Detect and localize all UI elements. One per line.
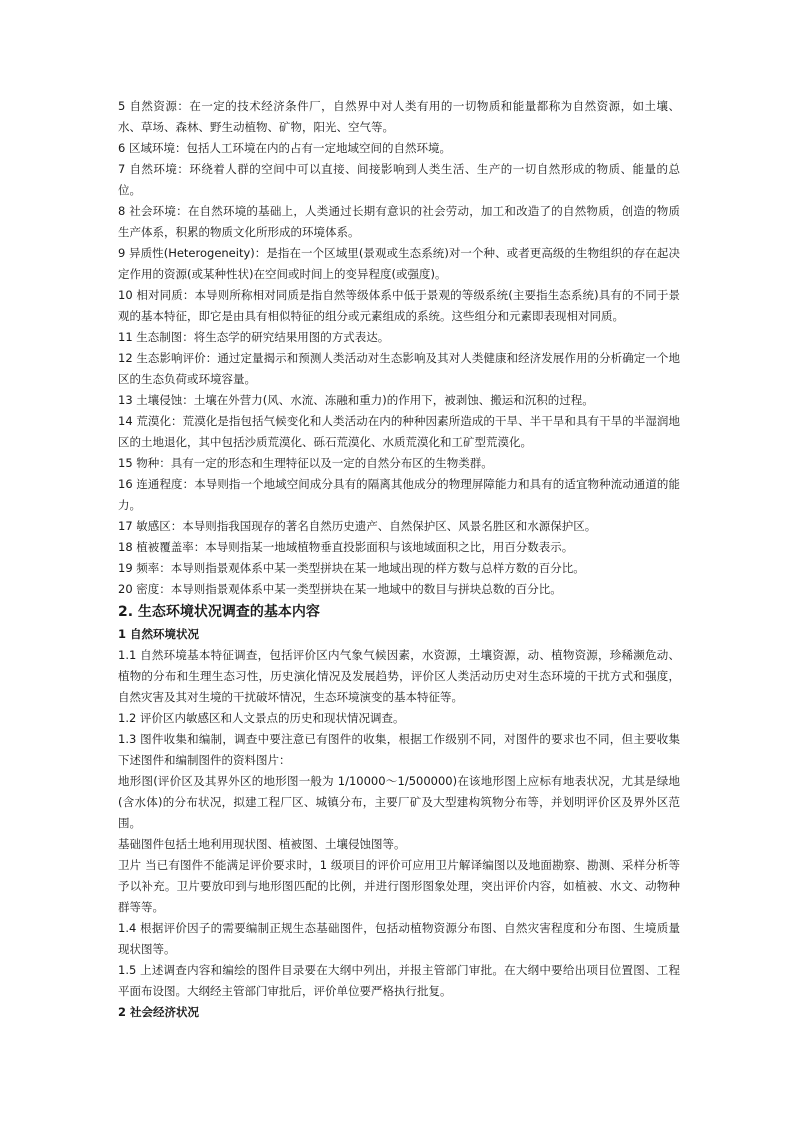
definition-frequency: 19 频率：本导则指景观体系中某一类型拼块在某一地域出现的样方数与总样方数的百分比。 [118,561,585,575]
definition-social-environment: 8 社会环境：在自然环境的基础上，人类通过长期有意识的社会劳动，加工和改造了的自然物质，创造的物质生产体系，积累的物质文化所形成的环境体系。 [118,204,680,239]
definition-species: 15 物种：具有一定的形态和生理特征以及一定的自然分布区的生物类群。 [118,456,493,470]
definition-regional-environment: 6 区域环境：包括人工环境在内的占有一定地域空间的自然环境。 [118,141,451,155]
subsection-natural-environment-heading: 1 自然环境状况 [118,627,200,641]
paragraph-base-maps: 基础图件包括土地利用现状图、植被图、土壤侵蚀图等。 [118,837,406,851]
paragraph-1-5: 1.5 上述调查内容和编绘的图件目录要在大纲中列出，并报主管部门审批。在大纲中要给出项目位置图、工程平面布设图。大纲经主管部门审批后，评价单位要严格执行批复。 [118,963,680,998]
paragraph-1-1: 1.1 自然环境基本特征调查，包括评价区内气象气候因素，水资源，土壤资源，动、植物资源，珍稀濒危动、植物的分布和生理生态习性，历史演化情况及发展趋势，评价区人类活动历史对生态环境的干扰方式和强度，自然灾害及其对生境的干扰破坏情况，生态环境演变的基本特征等。 [118,648,680,704]
paragraph-satellite-images: 卫片 当已有图件不能满足评价要求时，1 级项目的评价可应用卫片解译编图以及地面勘察、勘测、采样分析等予以补充。卫片要放印到与地形图匹配的比例，并进行图形图象处理，突出评价内容，如植被、水文、动物种群等等。 [118,858,680,914]
definition-natural-environment: 7 自然环境：环绕着人群的空间中可以直接、间接影响到人类生活、生产的一切自然形成的物质、能量的总位。 [118,162,680,197]
definition-ecological-mapping: 11 生态制图：将生态学的研究结果用图的方式表达。 [118,330,390,344]
subsection-socioeconomic-heading: 2 社会经济状况 [118,1005,200,1019]
definition-soil-erosion: 13 土壤侵蚀：土壤在外营力(风、水流、冻融和重力)的作用下，被剥蚀、搬运和沉积的过程。 [118,393,594,407]
definition-ecological-impact-assessment: 12 生态影响评价：通过定量揭示和预测人类活动对生态影响及其对人类健康和经济发展作用的分析确定一个地区的生态负荷或环境容量。 [118,351,680,386]
section-2-heading: 2. 生态环境状况调查的基本内容 [118,604,320,620]
definition-desertification: 14 荒漠化：荒漠化是指包括气候变化和人类活动在内的种种因素所造成的干旱、半干旱和具有干旱的半湿润地区的土地退化，其中包括沙质荒漠化、砾石荒漠化、水质荒漠化和工矿型荒漠化。 [118,414,680,449]
document-page [118,96,680,1023]
definition-heterogeneity: 9 异质性(Heterogeneity)：是指在一个区域里(景观或生态系统)对一个种、或者更高级的生物组织的存在起决定作用的资源(或某种性状)在空间或时间上的变异程度(或强度)。 [118,246,680,281]
paragraph-1-2: 1.2 评价区内敏感区和人文景点的历史和现状情况调查。 [118,711,405,725]
definition-connectivity: 16 连通程度：本导则指一个地域空间成分具有的隔离其他成分的物理屏障能力和具有的适宜物种流动通道的能力。 [118,477,680,512]
definition-sensitive-area: 17 敏感区：本导则指我国现存的著名自然历史遗产、自然保护区、风景名胜区和水源保护区。 [118,519,597,533]
definition-relative-homogeneity: 10 相对同质：本导则所称相对同质是指自然等级体系中低于景观的等级系统(主要指生态系统)具有的不同于景观的基本特征，即它是由具有相似特征的组分或元素组成的系统。这些组分和元素即表现相对同质。 [118,288,680,323]
paragraph-1-4: 1.4 根据评价因子的需要编制正规生态基础图件，包括动植物资源分布图、自然灾害程度和分布图、生境质量现状图等。 [118,921,680,956]
definition-density: 20 密度：本导则指景观体系中某一类型拼块在某一地域中的数目与拼块总数的百分比。 [118,582,562,596]
paragraph-1-3: 1.3 图件收集和编制，调查中要注意已有图件的收集，根据工作级别不同，对图件的要求也不同，但主要收集下述图件和编制图件的资料图片： [118,732,680,767]
definition-natural-resources: 5 自然资源：在一定的技术经济条件厂，自然界中对人类有用的一切物质和能量都称为自然资源，如土壤、水、草场、森林、野生动植物、矿物，阳光、空气等。 [118,99,680,134]
definition-vegetation-coverage: 18 植被覆盖率：本导则指某一地域植物垂直投影面积与该地域面积之比，用百分数表示。 [118,540,574,554]
paragraph-topographic-map: 地形图(评价区及其界外区的地形图一般为 1/10000～1/500000)在该地形图上应标有地表状况，尤其是绿地(含水体)的分布状况，拟建工程厂区、城镇分布，主要厂矿及大型建构筑物分布等，并划明评价区及界外区范围。 [118,774,680,830]
